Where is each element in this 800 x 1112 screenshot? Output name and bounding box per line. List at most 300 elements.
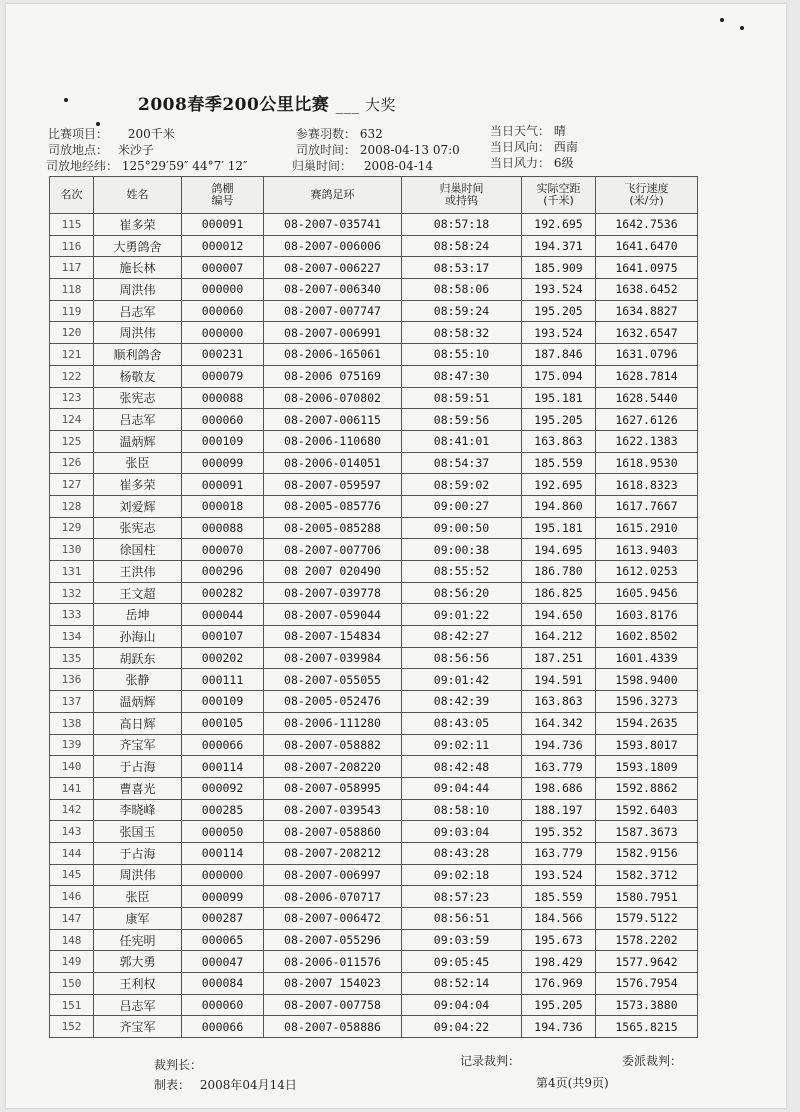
cell-name: 刘爱辉 xyxy=(94,495,182,517)
cell-name: 胡跃东 xyxy=(94,647,182,669)
cell-ring: 08-2007-055055 xyxy=(264,669,402,691)
distance-value: 200千米 xyxy=(127,127,175,141)
cell-distance: 175.094 xyxy=(522,365,596,387)
cell-speed: 1617.7667 xyxy=(596,495,698,517)
race-subtitle: ___ 大奖 xyxy=(335,96,397,114)
cell-time: 09:04:04 xyxy=(402,994,522,1016)
cell-speed: 1613.9403 xyxy=(596,539,698,561)
cell-distance: 195.352 xyxy=(522,821,596,843)
table-row xyxy=(50,387,698,409)
cell-rank: 133 xyxy=(50,604,94,626)
cell-rank: 123 xyxy=(50,387,94,409)
cell-distance: 194.736 xyxy=(522,1016,596,1038)
cell-ring: 08-2007-058886 xyxy=(264,1016,402,1038)
cell-ring: 08-2007-006227 xyxy=(264,257,402,279)
cell-ring: 08-2007-208212 xyxy=(264,842,402,864)
table-row xyxy=(50,517,698,539)
col-header-time: 归巢时间 或持钨 xyxy=(402,177,522,214)
cell-speed: 1578.2202 xyxy=(596,929,698,951)
cell-distance: 176.969 xyxy=(522,973,596,995)
table-row xyxy=(50,669,698,691)
cell-loft: 000000 xyxy=(182,864,264,886)
cell-speed: 1601.4339 xyxy=(596,647,698,669)
coordinates-label: 司放地经纬： xyxy=(46,159,119,173)
cell-distance: 164.212 xyxy=(522,626,596,648)
cell-name: 张臣 xyxy=(94,886,182,908)
cell-ring: 08-2007-154834 xyxy=(264,626,402,648)
cell-speed: 1592.8862 xyxy=(596,777,698,799)
table-row xyxy=(50,582,698,604)
cell-name: 张静 xyxy=(94,669,182,691)
table-row xyxy=(50,799,698,821)
results-table xyxy=(49,176,698,1038)
cell-loft: 000231 xyxy=(182,344,264,366)
cell-rank: 150 xyxy=(50,973,94,995)
coordinates-info xyxy=(46,159,248,173)
cell-time: 08:59:56 xyxy=(402,409,522,431)
table-row xyxy=(50,322,698,344)
cell-speed: 1627.6126 xyxy=(596,409,698,431)
cell-rank: 122 xyxy=(50,365,94,387)
cell-loft: 000092 xyxy=(182,777,264,799)
table-header-row xyxy=(50,177,698,214)
cell-ring: 08-2007-035741 xyxy=(264,214,402,236)
cell-loft: 000065 xyxy=(182,929,264,951)
wind-force-value: 6级 xyxy=(553,156,574,170)
cell-ring: 08-2007-007706 xyxy=(264,539,402,561)
weather-label: 当日天气： xyxy=(490,124,551,138)
wind-force-label: 当日风力： xyxy=(490,156,551,170)
cell-ring: 08-2005-085776 xyxy=(264,495,402,517)
cell-name: 大勇鸽舍 xyxy=(94,235,182,257)
cell-rank: 152 xyxy=(50,1016,94,1038)
cell-rank: 146 xyxy=(50,886,94,908)
cell-rank: 148 xyxy=(50,929,94,951)
cell-time: 08:58:24 xyxy=(402,235,522,257)
cell-ring: 08-2006-070717 xyxy=(264,886,402,908)
table-row xyxy=(50,821,698,843)
cell-ring: 08-2006-110680 xyxy=(264,430,402,452)
cell-rank: 144 xyxy=(50,842,94,864)
cell-speed: 1628.7814 xyxy=(596,365,698,387)
table-row xyxy=(50,951,698,973)
table-row xyxy=(50,561,698,583)
cell-name: 任宪明 xyxy=(94,929,182,951)
cell-time: 08:54:37 xyxy=(402,452,522,474)
cell-distance: 192.695 xyxy=(522,474,596,496)
cell-distance: 194.860 xyxy=(522,495,596,517)
cell-ring: 08-2007-006115 xyxy=(264,409,402,431)
cell-name: 高日辉 xyxy=(94,712,182,734)
cell-distance: 198.686 xyxy=(522,777,596,799)
cell-ring: 08-2007-039778 xyxy=(264,582,402,604)
cell-name: 张国玉 xyxy=(94,821,182,843)
cell-rank: 125 xyxy=(50,430,94,452)
cell-loft: 000079 xyxy=(182,365,264,387)
cell-speed: 1577.9642 xyxy=(596,951,698,973)
race-title-text: 2008春季200公里比赛 xyxy=(138,95,330,115)
cell-name: 康军 xyxy=(94,908,182,930)
cell-time: 08:41:01 xyxy=(402,430,522,452)
cell-rank: 119 xyxy=(50,300,94,322)
cell-name: 王洪伟 xyxy=(94,561,182,583)
cell-speed: 1587.3673 xyxy=(596,821,698,843)
cell-distance: 195.205 xyxy=(522,409,596,431)
cell-name: 岳坤 xyxy=(94,604,182,626)
cell-ring: 08-2006-165061 xyxy=(264,344,402,366)
cell-speed: 1603.8176 xyxy=(596,604,698,626)
cell-ring: 08-2006-014051 xyxy=(264,452,402,474)
cell-ring: 08-2007-007747 xyxy=(264,300,402,322)
cell-distance: 163.779 xyxy=(522,842,596,864)
cell-time: 08:52:14 xyxy=(402,973,522,995)
cell-ring: 08-2007-006997 xyxy=(264,864,402,886)
cell-speed: 1618.8323 xyxy=(596,474,698,496)
cell-time: 09:03:04 xyxy=(402,821,522,843)
cell-rank: 141 xyxy=(50,777,94,799)
cell-speed: 1573.3880 xyxy=(596,994,698,1016)
cell-ring: 08-2007-006340 xyxy=(264,279,402,301)
cell-loft: 000000 xyxy=(182,279,264,301)
cell-ring: 08-2005-085288 xyxy=(264,517,402,539)
cell-name: 李晓峰 xyxy=(94,799,182,821)
cell-speed: 1596.3273 xyxy=(596,691,698,713)
table-row xyxy=(50,365,698,387)
cell-loft: 000099 xyxy=(182,886,264,908)
cell-loft: 000060 xyxy=(182,409,264,431)
col-header-loft: 鸽棚 编号 xyxy=(182,177,264,214)
cell-loft: 000114 xyxy=(182,842,264,864)
table-row xyxy=(50,214,698,236)
cell-time: 09:00:50 xyxy=(402,517,522,539)
cell-time: 08:57:23 xyxy=(402,886,522,908)
cell-name: 崔多荣 xyxy=(94,474,182,496)
table-row xyxy=(50,647,698,669)
cell-rank: 136 xyxy=(50,669,94,691)
cell-time: 08:57:18 xyxy=(402,214,522,236)
cell-distance: 193.524 xyxy=(522,279,596,301)
return-time-value: 2008-04-14 xyxy=(363,159,434,173)
cell-ring: 08-2007-006472 xyxy=(264,908,402,930)
cell-speed: 1593.8017 xyxy=(596,734,698,756)
cell-distance: 193.524 xyxy=(522,864,596,886)
cell-speed: 1579.5122 xyxy=(596,908,698,930)
cell-rank: 131 xyxy=(50,561,94,583)
cell-rank: 145 xyxy=(50,864,94,886)
entries-label: 参赛羽数： xyxy=(296,127,357,141)
cell-rank: 147 xyxy=(50,908,94,930)
cell-ring: 08-2007-006991 xyxy=(264,322,402,344)
cell-name: 郭大勇 xyxy=(94,951,182,973)
cell-speed: 1593.1809 xyxy=(596,756,698,778)
release-time-info xyxy=(296,143,460,157)
cell-ring: 08-2007-039984 xyxy=(264,647,402,669)
cell-time: 09:03:59 xyxy=(402,929,522,951)
cell-rank: 116 xyxy=(50,235,94,257)
cell-name: 张臣 xyxy=(94,452,182,474)
cell-loft: 000088 xyxy=(182,517,264,539)
cell-rank: 120 xyxy=(50,322,94,344)
cell-loft: 000007 xyxy=(182,257,264,279)
cell-ring: 08-2007-007758 xyxy=(264,994,402,1016)
cell-name: 温炳辉 xyxy=(94,430,182,452)
cell-time: 08:59:02 xyxy=(402,474,522,496)
cell-loft: 000050 xyxy=(182,821,264,843)
cell-speed: 1642.7536 xyxy=(596,214,698,236)
cell-time: 08:42:39 xyxy=(402,691,522,713)
release-place-value: 米沙子 xyxy=(117,143,154,157)
made-label: 制表： xyxy=(154,1078,191,1092)
distance-label: 比赛项目： xyxy=(48,127,109,141)
cell-time: 09:01:42 xyxy=(402,669,522,691)
table-row xyxy=(50,300,698,322)
cell-loft: 000109 xyxy=(182,691,264,713)
cell-time: 08:42:27 xyxy=(402,626,522,648)
cell-rank: 149 xyxy=(50,951,94,973)
recorder-label: 记录裁判： xyxy=(460,1054,521,1068)
cell-rank: 132 xyxy=(50,582,94,604)
cell-loft: 000000 xyxy=(182,322,264,344)
cell-time: 08:43:05 xyxy=(402,712,522,734)
cell-distance: 192.695 xyxy=(522,214,596,236)
cell-rank: 138 xyxy=(50,712,94,734)
cell-rank: 139 xyxy=(50,734,94,756)
distance-info xyxy=(48,127,175,141)
made-date: 2008年04月14日 xyxy=(199,1078,297,1092)
cell-distance: 163.863 xyxy=(522,430,596,452)
results-sheet xyxy=(6,4,786,1108)
cell-time: 09:02:18 xyxy=(402,864,522,886)
return-time-info xyxy=(292,159,433,173)
cell-loft: 000018 xyxy=(182,495,264,517)
cell-speed: 1565.8215 xyxy=(596,1016,698,1038)
table-row xyxy=(50,842,698,864)
table-row xyxy=(50,626,698,648)
cell-distance: 186.825 xyxy=(522,582,596,604)
cell-rank: 127 xyxy=(50,474,94,496)
cell-speed: 1605.9456 xyxy=(596,582,698,604)
cell-distance: 194.736 xyxy=(522,734,596,756)
table-row xyxy=(50,539,698,561)
cell-ring: 08-2007-059044 xyxy=(264,604,402,626)
col-header-rank: 名次 xyxy=(50,177,94,214)
table-row xyxy=(50,777,698,799)
cell-ring: 08-2005-052476 xyxy=(264,691,402,713)
cell-distance: 164.342 xyxy=(522,712,596,734)
table-row xyxy=(50,279,698,301)
cell-name: 徐国柱 xyxy=(94,539,182,561)
cell-time: 08:43:28 xyxy=(402,842,522,864)
cell-time: 09:01:22 xyxy=(402,604,522,626)
table-row xyxy=(50,257,698,279)
cell-time: 09:02:11 xyxy=(402,734,522,756)
cell-speed: 1612.0253 xyxy=(596,561,698,583)
col-header-name: 姓名 xyxy=(94,177,182,214)
cell-time: 08:58:32 xyxy=(402,322,522,344)
cell-distance: 195.205 xyxy=(522,300,596,322)
cell-loft: 000060 xyxy=(182,300,264,322)
table-row xyxy=(50,430,698,452)
release-place-label: 司放地点： xyxy=(48,143,109,157)
table-row xyxy=(50,886,698,908)
cell-name: 顺利鸽舍 xyxy=(94,344,182,366)
cell-name: 齐宝军 xyxy=(94,1016,182,1038)
cell-ring: 08-2007-058882 xyxy=(264,734,402,756)
cell-loft: 000114 xyxy=(182,756,264,778)
cell-speed: 1602.8502 xyxy=(596,626,698,648)
table-row xyxy=(50,864,698,886)
cell-distance: 185.559 xyxy=(522,886,596,908)
cell-name: 周洪伟 xyxy=(94,279,182,301)
cell-speed: 1641.0975 xyxy=(596,257,698,279)
cell-loft: 000066 xyxy=(182,734,264,756)
cell-ring: 08-2007-039543 xyxy=(264,799,402,821)
cell-speed: 1618.9530 xyxy=(596,452,698,474)
cell-ring: 08-2007-058860 xyxy=(264,821,402,843)
entries-info xyxy=(296,127,383,141)
table-row xyxy=(50,495,698,517)
cell-ring: 08-2007-058995 xyxy=(264,777,402,799)
cell-rank: 140 xyxy=(50,756,94,778)
cell-rank: 151 xyxy=(50,994,94,1016)
cell-distance: 194.591 xyxy=(522,669,596,691)
cell-time: 09:04:22 xyxy=(402,1016,522,1038)
cell-ring: 08-2006-011576 xyxy=(264,951,402,973)
cell-time: 08:58:06 xyxy=(402,279,522,301)
cell-rank: 117 xyxy=(50,257,94,279)
cell-loft: 000202 xyxy=(182,647,264,669)
cell-distance: 185.559 xyxy=(522,452,596,474)
cell-time: 08:56:51 xyxy=(402,908,522,930)
cell-name: 吕志军 xyxy=(94,300,182,322)
cell-rank: 121 xyxy=(50,344,94,366)
wind-force-info xyxy=(490,156,573,170)
weather-value: 晴 xyxy=(553,124,566,138)
table-row xyxy=(50,734,698,756)
scan-dot xyxy=(96,122,100,126)
cell-name: 施长林 xyxy=(94,257,182,279)
cell-loft: 000099 xyxy=(182,452,264,474)
col-header-ring: 赛鸽足环 xyxy=(264,177,402,214)
cell-rank: 143 xyxy=(50,821,94,843)
cell-time: 09:05:45 xyxy=(402,951,522,973)
cell-ring: 08-2006-111280 xyxy=(264,712,402,734)
table-row xyxy=(50,604,698,626)
cell-ring: 08-2007-055296 xyxy=(264,929,402,951)
cell-loft: 000282 xyxy=(182,582,264,604)
cell-distance: 163.863 xyxy=(522,691,596,713)
cell-speed: 1615.2910 xyxy=(596,517,698,539)
cell-time: 08:59:51 xyxy=(402,387,522,409)
release-time-label: 司放时间： xyxy=(296,143,357,157)
cell-loft: 000296 xyxy=(182,561,264,583)
cell-name: 张宪志 xyxy=(94,517,182,539)
cell-loft: 000107 xyxy=(182,626,264,648)
cell-ring: 08-2006 075169 xyxy=(264,365,402,387)
cell-ring: 08-2006-070802 xyxy=(264,387,402,409)
cell-name: 崔多荣 xyxy=(94,214,182,236)
cell-rank: 124 xyxy=(50,409,94,431)
cell-name: 于占海 xyxy=(94,756,182,778)
cell-time: 08:55:52 xyxy=(402,561,522,583)
cell-rank: 129 xyxy=(50,517,94,539)
cell-ring: 08-2007-006006 xyxy=(264,235,402,257)
wind-direction-info xyxy=(490,140,578,154)
cell-rank: 115 xyxy=(50,214,94,236)
cell-name: 齐宝军 xyxy=(94,734,182,756)
cell-time: 09:00:38 xyxy=(402,539,522,561)
cell-loft: 000084 xyxy=(182,973,264,995)
cell-time: 08:55:10 xyxy=(402,344,522,366)
cell-time: 08:58:10 xyxy=(402,799,522,821)
cell-loft: 000047 xyxy=(182,951,264,973)
release-place-info xyxy=(48,143,154,157)
return-time-label: 归巢时间： xyxy=(292,159,353,173)
cell-distance: 195.205 xyxy=(522,994,596,1016)
cell-loft: 000105 xyxy=(182,712,264,734)
race-title xyxy=(138,90,396,115)
cell-distance: 195.181 xyxy=(522,387,596,409)
cell-speed: 1622.1383 xyxy=(596,430,698,452)
cell-name: 张宪志 xyxy=(94,387,182,409)
table-row xyxy=(50,994,698,1016)
cell-name: 王文超 xyxy=(94,582,182,604)
cell-distance: 198.429 xyxy=(522,951,596,973)
cell-speed: 1638.6452 xyxy=(596,279,698,301)
table-row xyxy=(50,973,698,995)
table-row xyxy=(50,344,698,366)
made-by xyxy=(154,1076,297,1093)
cell-loft: 000091 xyxy=(182,214,264,236)
cell-name: 王利权 xyxy=(94,973,182,995)
cell-ring: 08 2007 020490 xyxy=(264,561,402,583)
cell-ring: 08-2007-208220 xyxy=(264,756,402,778)
cell-distance: 187.846 xyxy=(522,344,596,366)
cell-name: 于占海 xyxy=(94,842,182,864)
cell-loft: 000088 xyxy=(182,387,264,409)
cell-name: 周洪伟 xyxy=(94,322,182,344)
cell-distance: 163.779 xyxy=(522,756,596,778)
cell-distance: 195.181 xyxy=(522,517,596,539)
cell-rank: 134 xyxy=(50,626,94,648)
cell-time: 08:53:17 xyxy=(402,257,522,279)
cell-speed: 1576.7954 xyxy=(596,973,698,995)
cell-rank: 130 xyxy=(50,539,94,561)
table-row xyxy=(50,452,698,474)
cell-speed: 1632.6547 xyxy=(596,322,698,344)
cell-name: 温炳辉 xyxy=(94,691,182,713)
cell-speed: 1641.6470 xyxy=(596,235,698,257)
coordinates-value: 125°29′59″ 44°7′ 12″ xyxy=(121,159,248,173)
table-row xyxy=(50,756,698,778)
cell-ring: 08-2007-059597 xyxy=(264,474,402,496)
col-header-speed: 飞行速度 (米/分) xyxy=(596,177,698,214)
results-table-body xyxy=(50,214,698,1038)
table-row xyxy=(50,474,698,496)
cell-speed: 1628.5440 xyxy=(596,387,698,409)
cell-distance: 187.251 xyxy=(522,647,596,669)
cell-loft: 000287 xyxy=(182,908,264,930)
cell-speed: 1631.0796 xyxy=(596,344,698,366)
cell-name: 杨敬友 xyxy=(94,365,182,387)
cell-rank: 137 xyxy=(50,691,94,713)
table-row xyxy=(50,712,698,734)
page-info: 第4页(共9页) xyxy=(536,1076,609,1090)
cell-time: 08:42:48 xyxy=(402,756,522,778)
cell-distance: 186.780 xyxy=(522,561,596,583)
cell-speed: 1634.8827 xyxy=(596,300,698,322)
cell-rank: 118 xyxy=(50,279,94,301)
